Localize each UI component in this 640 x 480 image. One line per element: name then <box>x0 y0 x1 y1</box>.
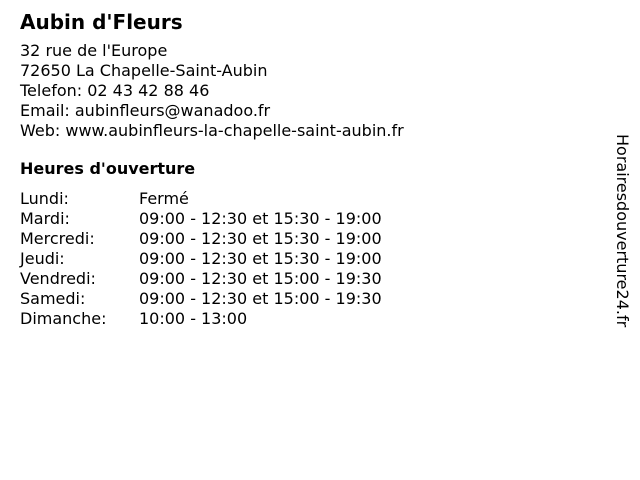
hours-row <box>20 249 600 269</box>
day-hours: 09:00 - 12:30 et 15:00 - 19:30 <box>139 269 382 288</box>
email-address: Email: aubinfleurs@wanadoo.fr <box>20 101 271 120</box>
day-hours: 09:00 - 12:30 et 15:30 - 19:00 <box>139 209 382 228</box>
hours-row <box>20 289 600 309</box>
hours-row <box>20 209 600 229</box>
city-address: 72650 La Chapelle-Saint-Aubin <box>20 61 268 80</box>
day-label: Mardi: <box>20 209 70 228</box>
business-name: Aubin d'Fleurs <box>20 10 183 34</box>
day-label: Vendredi: <box>20 269 96 288</box>
hours-row <box>20 309 600 329</box>
hours-row <box>20 269 600 289</box>
address-block <box>20 41 600 141</box>
day-label: Jeudi: <box>20 249 65 268</box>
opening-hours-table <box>20 189 600 329</box>
opening-hours-heading: Heures d'ouverture <box>20 159 196 178</box>
street-address: 32 rue de l'Europe <box>20 41 168 60</box>
day-label: Samedi: <box>20 289 86 308</box>
day-hours: 09:00 - 12:30 et 15:00 - 19:30 <box>139 289 382 308</box>
day-hours: 10:00 - 13:00 <box>139 309 248 328</box>
day-label: Mercredi: <box>20 229 95 248</box>
day-label: Lundi: <box>20 189 69 208</box>
website-address: Web: www.aubinfleurs-la-chapelle-saint-aubin.fr <box>20 121 404 140</box>
day-hours: 09:00 - 12:30 et 15:30 - 19:00 <box>139 229 382 248</box>
day-label: Dimanche: <box>20 309 107 328</box>
day-hours: Fermé <box>139 189 189 208</box>
watermark-site-label: Horairesdouverture24.fr <box>613 134 632 328</box>
hours-row <box>20 229 600 249</box>
phone-number: Telefon: 02 43 42 88 46 <box>20 81 210 100</box>
business-card <box>20 10 600 329</box>
hours-row <box>20 189 600 209</box>
day-hours: 09:00 - 12:30 et 15:30 - 19:00 <box>139 249 382 268</box>
